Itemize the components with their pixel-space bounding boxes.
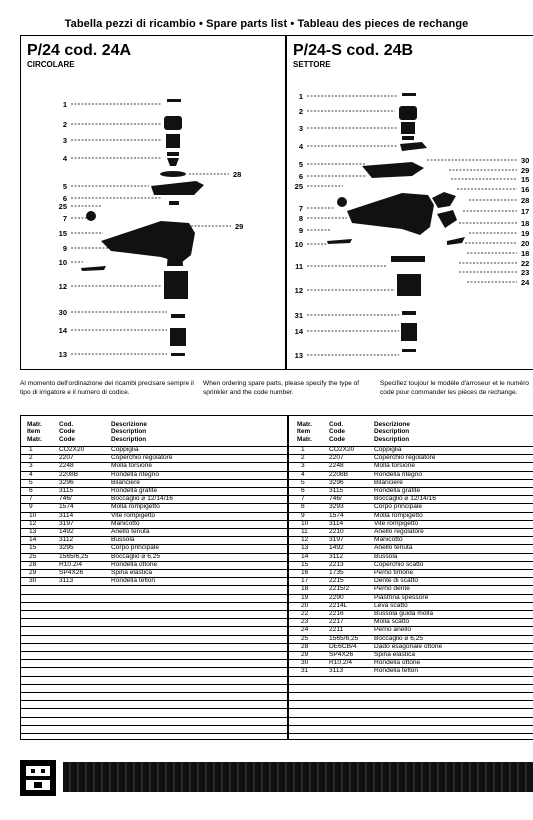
table-rule (289, 479, 533, 480)
cell-code: 3197 (329, 536, 344, 544)
part-seal (402, 349, 416, 352)
callout-label: 24 (521, 278, 530, 287)
header-code: Cod. Code Code (329, 421, 345, 443)
table-rule (21, 667, 287, 668)
callout-label: 10 (58, 258, 67, 267)
table-rule (21, 602, 287, 603)
cell-item: 29 (301, 651, 309, 658)
callout-label: 16 (521, 185, 530, 194)
header-description: Descrizione Description Description (374, 421, 410, 443)
cell-item: 12 (29, 519, 37, 527)
table-rule (21, 717, 287, 718)
cell-code: 2290 (329, 593, 344, 601)
callout-label: 3 (62, 136, 67, 145)
panel-b-title: P/24-S cod. 24B (293, 42, 414, 59)
part-bushing (401, 323, 417, 341)
callout-label: 7 (62, 214, 67, 223)
table-rule (289, 676, 533, 677)
cell-description: Leva scatto (374, 601, 408, 609)
cell-item: 1 (29, 446, 33, 453)
cell-description: Boccaglio ⌀ 12/14/16 (111, 495, 173, 503)
cell-code: 2210 (329, 528, 344, 535)
cell-item: 6 (29, 487, 33, 494)
callout-label: 9 (298, 226, 303, 235)
cell-code: 3114 (59, 511, 74, 519)
cell-item: 2 (29, 454, 33, 462)
cell-item: 9 (29, 503, 33, 511)
cell-code: 3113 (329, 667, 344, 675)
callout-label: 25 (294, 182, 303, 191)
part-trip-lever (447, 237, 465, 245)
table-rule (21, 700, 287, 701)
part-balancer (362, 162, 424, 178)
part-cover (164, 116, 182, 130)
cell-code: 2207 (329, 454, 344, 462)
table-rule (289, 602, 533, 603)
note-italian: Al momento dell'ordinazione dei ricambi precisare sempre il tipo di irrigatore e il numero di codice. (20, 380, 194, 396)
panel-a-subtitle: CIRCOLARE (27, 60, 75, 69)
cell-description: Rondella grafite (374, 487, 421, 494)
cell-description: Corpo principale (374, 503, 423, 511)
callout-label: 17 (521, 207, 530, 216)
cell-description: Bussola guida molla (374, 610, 434, 617)
cell-code: CO2X20 (59, 446, 85, 453)
cell-description: Rondella teflon (111, 577, 155, 585)
cell-item: 2 (301, 454, 305, 462)
cell-code: 2216 (329, 610, 344, 617)
callout-label: 28 (233, 170, 242, 179)
cell-code: 746/ (59, 495, 72, 503)
part-washer-30 (171, 314, 185, 318)
part-sleeve (397, 274, 421, 296)
cell-item: 3 (29, 462, 33, 470)
cell-description: Molla torsione (111, 462, 153, 470)
panel-settore (286, 35, 533, 370)
cell-item: 10 (301, 519, 309, 527)
part-trip-tooth (437, 210, 457, 228)
cell-description: Vite rompigetto (374, 519, 419, 527)
cell-code: 1574 (329, 511, 344, 519)
table-rule (21, 684, 287, 685)
cell-description: Corpo principale (111, 544, 160, 552)
cell-item: 19 (301, 593, 309, 601)
cell-description: Spina elastica (374, 651, 416, 658)
panel-a-title: P/24 cod. 24A (27, 42, 132, 59)
table-rule (21, 610, 287, 611)
cell-code: R10.2/4 (329, 659, 353, 667)
cell-item: 23 (301, 618, 309, 626)
callout-label: 1 (62, 100, 67, 109)
cell-item: 22 (301, 610, 309, 617)
cell-description: Piastrina spessore (374, 593, 429, 601)
part-cotter-pin (402, 93, 416, 96)
cell-code: R10.2/4 (59, 560, 83, 568)
table-rule (289, 708, 533, 709)
cell-description: Vite rompigetto (111, 511, 156, 519)
table-rule (21, 618, 287, 619)
part-cotter-pin (167, 99, 181, 102)
cell-code: 3112 (59, 536, 74, 544)
callout-label: 14 (58, 326, 67, 335)
callout-label: 18 (521, 219, 530, 228)
header-item: Matr. Item Matr. (27, 421, 42, 443)
cell-description: Dado esagonale ottone (374, 642, 443, 650)
cell-code: 1565/6,25 (329, 634, 359, 642)
cell-item: 5 (301, 478, 305, 486)
cell-code: 3296 (59, 478, 74, 486)
cell-description: Dente di scatto (374, 577, 418, 585)
cell-code: 2214L (329, 601, 348, 609)
cell-code: 2213 (329, 560, 344, 568)
cell-code: 3293 (329, 503, 344, 511)
exploded-diagram-b (287, 36, 533, 371)
note-french: Specifiez toujour le modèle d'arroseur et le numéro code pour commander les pièces de rechange. (380, 380, 529, 396)
cell-item: 4 (301, 470, 305, 478)
cell-item: 15 (29, 544, 37, 552)
table-rule (21, 585, 287, 586)
cell-item: 9 (301, 511, 305, 519)
cell-item: 24 (301, 626, 309, 634)
table-rule (289, 700, 533, 701)
cell-item: 20 (301, 601, 309, 609)
table-rule (21, 733, 287, 734)
callout-label: 29 (521, 166, 530, 175)
cell-item: 11 (301, 528, 308, 535)
callout-label: 23 (521, 268, 530, 277)
cell-item: 7 (29, 495, 33, 503)
cell-code: 3197 (59, 519, 74, 527)
cell-item: 29 (29, 569, 37, 576)
cell-item: 17 (301, 577, 309, 585)
part-washer-28 (160, 171, 186, 177)
part-screw (81, 266, 106, 271)
cell-item: 5 (29, 478, 33, 486)
cell-description: Rondella grafite (111, 487, 158, 494)
brand-logo (20, 760, 56, 796)
cell-description: Perno anello (374, 626, 412, 634)
cell-description: Coppiglia (374, 446, 402, 453)
cell-item: 25 (29, 552, 37, 560)
callout-label: 4 (298, 142, 303, 151)
cell-code: 2211 (329, 626, 344, 634)
callout-label: 7 (298, 204, 303, 213)
part-bushing (170, 328, 186, 346)
panel-circolare (20, 35, 286, 370)
cell-description: Perno timone (374, 569, 414, 576)
cell-description: Rondella teflon (374, 667, 418, 675)
cell-code: 2207 (59, 454, 74, 462)
cell-item: 6 (301, 487, 305, 494)
cell-description: Manicotto (111, 519, 140, 527)
cell-description: Coperchio scatto (374, 560, 424, 568)
cell-item: 30 (29, 577, 37, 585)
callout-label: 2 (298, 107, 303, 116)
callout-label: 5 (62, 182, 67, 191)
part-washer (402, 136, 414, 140)
cell-code: 1565/6,25 (59, 552, 89, 560)
table-rule (289, 585, 533, 586)
table-rule (21, 635, 287, 636)
cell-item: 18 (301, 585, 309, 593)
cell-code: 3115 (59, 487, 74, 494)
cell-code: 1735 (329, 569, 344, 576)
cell-item: 30 (301, 659, 309, 667)
cell-item: 28 (301, 642, 309, 650)
cell-description: Anello regolatore (374, 528, 424, 535)
callout-label: 14 (294, 327, 303, 336)
cell-description: Bussola (374, 552, 398, 560)
callout-label: 25 (58, 202, 67, 211)
cell-description: Bilanciere (374, 478, 403, 486)
cell-item: 1 (301, 446, 305, 453)
cell-item: 10 (29, 511, 37, 519)
cell-code: SP4X26 (59, 569, 84, 576)
cell-code: 3114 (329, 519, 344, 527)
table-rule (21, 659, 287, 660)
callout-label: 10 (294, 240, 303, 249)
cell-item: 12 (301, 536, 309, 544)
part-balancer (151, 181, 204, 195)
table-rule (21, 651, 287, 652)
part-main-body (347, 193, 434, 235)
cell-item: 3 (301, 462, 305, 470)
header-item: Matr. Item Matr. (297, 421, 312, 443)
cell-code: 3115 (329, 487, 344, 494)
part-trip-cover (432, 192, 456, 208)
footer-bar (63, 762, 533, 792)
table-rule (21, 626, 287, 627)
note-english: When ordering spare parts, please specify the type of sprinkler and the code number. (203, 380, 360, 396)
part-nozzle (86, 211, 96, 221)
table-rule (289, 684, 533, 685)
callout-label: 12 (58, 282, 67, 291)
table-rule (21, 708, 287, 709)
part-nozzle (337, 197, 347, 207)
header-description: Descrizione Description Description (111, 421, 147, 443)
callout-label: 1 (298, 92, 303, 101)
cell-description: Bilanciere (111, 478, 140, 486)
cell-code: SP4X26 (329, 651, 354, 658)
page-header: Tabella pezzi di ricambio • Spare parts list • Tableau des pieces de rechange (64, 18, 469, 30)
panel-b-subtitle: SETTORE (293, 60, 331, 69)
part-washer-31 (402, 311, 416, 315)
cell-description: Boccaglio ⌀ 6,25 (111, 552, 161, 560)
cell-description: Boccaglio ⌀ 12/14/16 (374, 495, 436, 503)
cell-description: Rondella ottone (374, 659, 421, 667)
callout-label: 2 (62, 120, 67, 129)
cell-description: Molla rompigetto (111, 503, 160, 511)
callout-label: 5 (298, 160, 303, 169)
cell-description: Coperchio regolatore (374, 454, 436, 462)
part-spring (401, 122, 415, 134)
cell-item: 4 (29, 470, 33, 478)
cell-description: Spina elastica (111, 569, 153, 576)
cell-code: 3296 (329, 478, 344, 486)
part-regulator-ring (391, 256, 425, 262)
cell-item: 16 (301, 569, 309, 576)
cell-item: 14 (301, 552, 309, 560)
table-rule (21, 676, 287, 677)
callout-label: 30 (521, 156, 530, 165)
parts-table-b (288, 415, 533, 740)
table-rule (21, 643, 287, 644)
cell-item: 14 (29, 536, 37, 544)
table-rule (289, 536, 533, 537)
cell-code: DE6CB/4 (329, 642, 357, 650)
cell-item: 13 (301, 544, 309, 552)
part-screw (327, 239, 352, 244)
cell-description: Coperchio regolatore (111, 454, 173, 462)
parts-table-a (20, 415, 288, 740)
cell-description: Molla rompigetto (374, 511, 423, 519)
table-rule (21, 594, 287, 595)
cell-code: 3112 (329, 552, 344, 560)
table-rule (289, 618, 533, 619)
cell-code: 1492 (329, 544, 344, 552)
cell-description: Manicotto (374, 536, 403, 544)
callout-label: 12 (294, 286, 303, 295)
cell-description: Rondella ottone (111, 560, 158, 568)
callout-label: 28 (521, 196, 530, 205)
table-rule (289, 725, 533, 726)
cell-code: 3113 (59, 577, 74, 585)
cell-item: 31 (301, 667, 309, 675)
callout-label: 20 (521, 239, 530, 248)
cell-description: Boccaglio ⌀ 6,25 (374, 634, 424, 642)
callout-label: 13 (294, 351, 303, 360)
cell-description: Molla scatto (374, 618, 410, 626)
callout-label: 8 (298, 214, 303, 223)
part-sleeve (164, 271, 188, 299)
part-graphite-washer (169, 201, 179, 205)
cell-code: 2248 (59, 462, 74, 470)
cell-item: 13 (29, 528, 37, 535)
exploded-diagram-a (21, 36, 287, 371)
cell-description: Rondella ritegno (374, 470, 423, 478)
part-retainer (167, 158, 179, 166)
part-body-neck (167, 236, 183, 266)
table-rule (21, 692, 287, 693)
callout-label: 15 (521, 175, 530, 184)
table-rule (289, 733, 533, 734)
callout-label: 19 (521, 229, 530, 238)
header-code: Cod. Code Code (59, 421, 75, 443)
cell-code: 1492 (59, 528, 74, 535)
part-retainer (400, 142, 427, 151)
callout-label: 3 (298, 124, 303, 133)
callout-label: 11 (295, 262, 303, 271)
cell-code: 2215/2 (329, 585, 350, 593)
cell-description: Bussola (111, 536, 135, 544)
table-rule (289, 553, 533, 554)
callout-label: 30 (58, 308, 67, 317)
table-rule (289, 717, 533, 718)
callout-label: 9 (62, 244, 67, 253)
part-cover (399, 106, 417, 120)
callout-label: 13 (58, 350, 67, 359)
part-washer (167, 152, 179, 156)
part-seal (171, 353, 185, 356)
cell-code: CO2X20 (329, 446, 355, 453)
callout-label: 6 (62, 194, 67, 203)
cell-item: 7 (301, 495, 305, 503)
cell-description: Coppiglia (111, 446, 139, 453)
cell-code: 2215 (329, 577, 344, 585)
cell-item: 25 (301, 634, 309, 642)
cell-item: 8 (301, 503, 305, 511)
callout-label: 15 (58, 229, 67, 238)
callout-label: 6 (298, 172, 303, 181)
cell-description: Anello tenuta (111, 528, 150, 535)
cell-code: 746/ (329, 495, 342, 503)
cell-code: 3295 (59, 544, 74, 552)
callout-label: 29 (235, 222, 244, 231)
table-rule (21, 725, 287, 726)
table-rule (289, 692, 533, 693)
callout-label: 22 (521, 259, 530, 268)
cell-description: Molla torsione (374, 462, 416, 470)
cell-description: Rondella ritegno (111, 470, 160, 478)
cell-code: 2208B (59, 470, 79, 478)
callout-label: 4 (62, 154, 67, 163)
cell-code: 1574 (59, 503, 74, 511)
cell-description: Perno dente (374, 585, 410, 593)
callout-label: 31 (294, 311, 303, 320)
table-rule (289, 446, 533, 447)
cell-item: 15 (301, 560, 309, 568)
cell-code: 2248 (329, 462, 344, 470)
cell-code: 2208B (329, 470, 349, 478)
cell-item: 28 (29, 560, 37, 568)
cell-code: 2217 (329, 618, 344, 626)
logo-icon (20, 760, 56, 796)
cell-description: Anello tenuta (374, 544, 413, 552)
part-spring (166, 134, 180, 148)
callout-label: 18 (521, 249, 530, 258)
